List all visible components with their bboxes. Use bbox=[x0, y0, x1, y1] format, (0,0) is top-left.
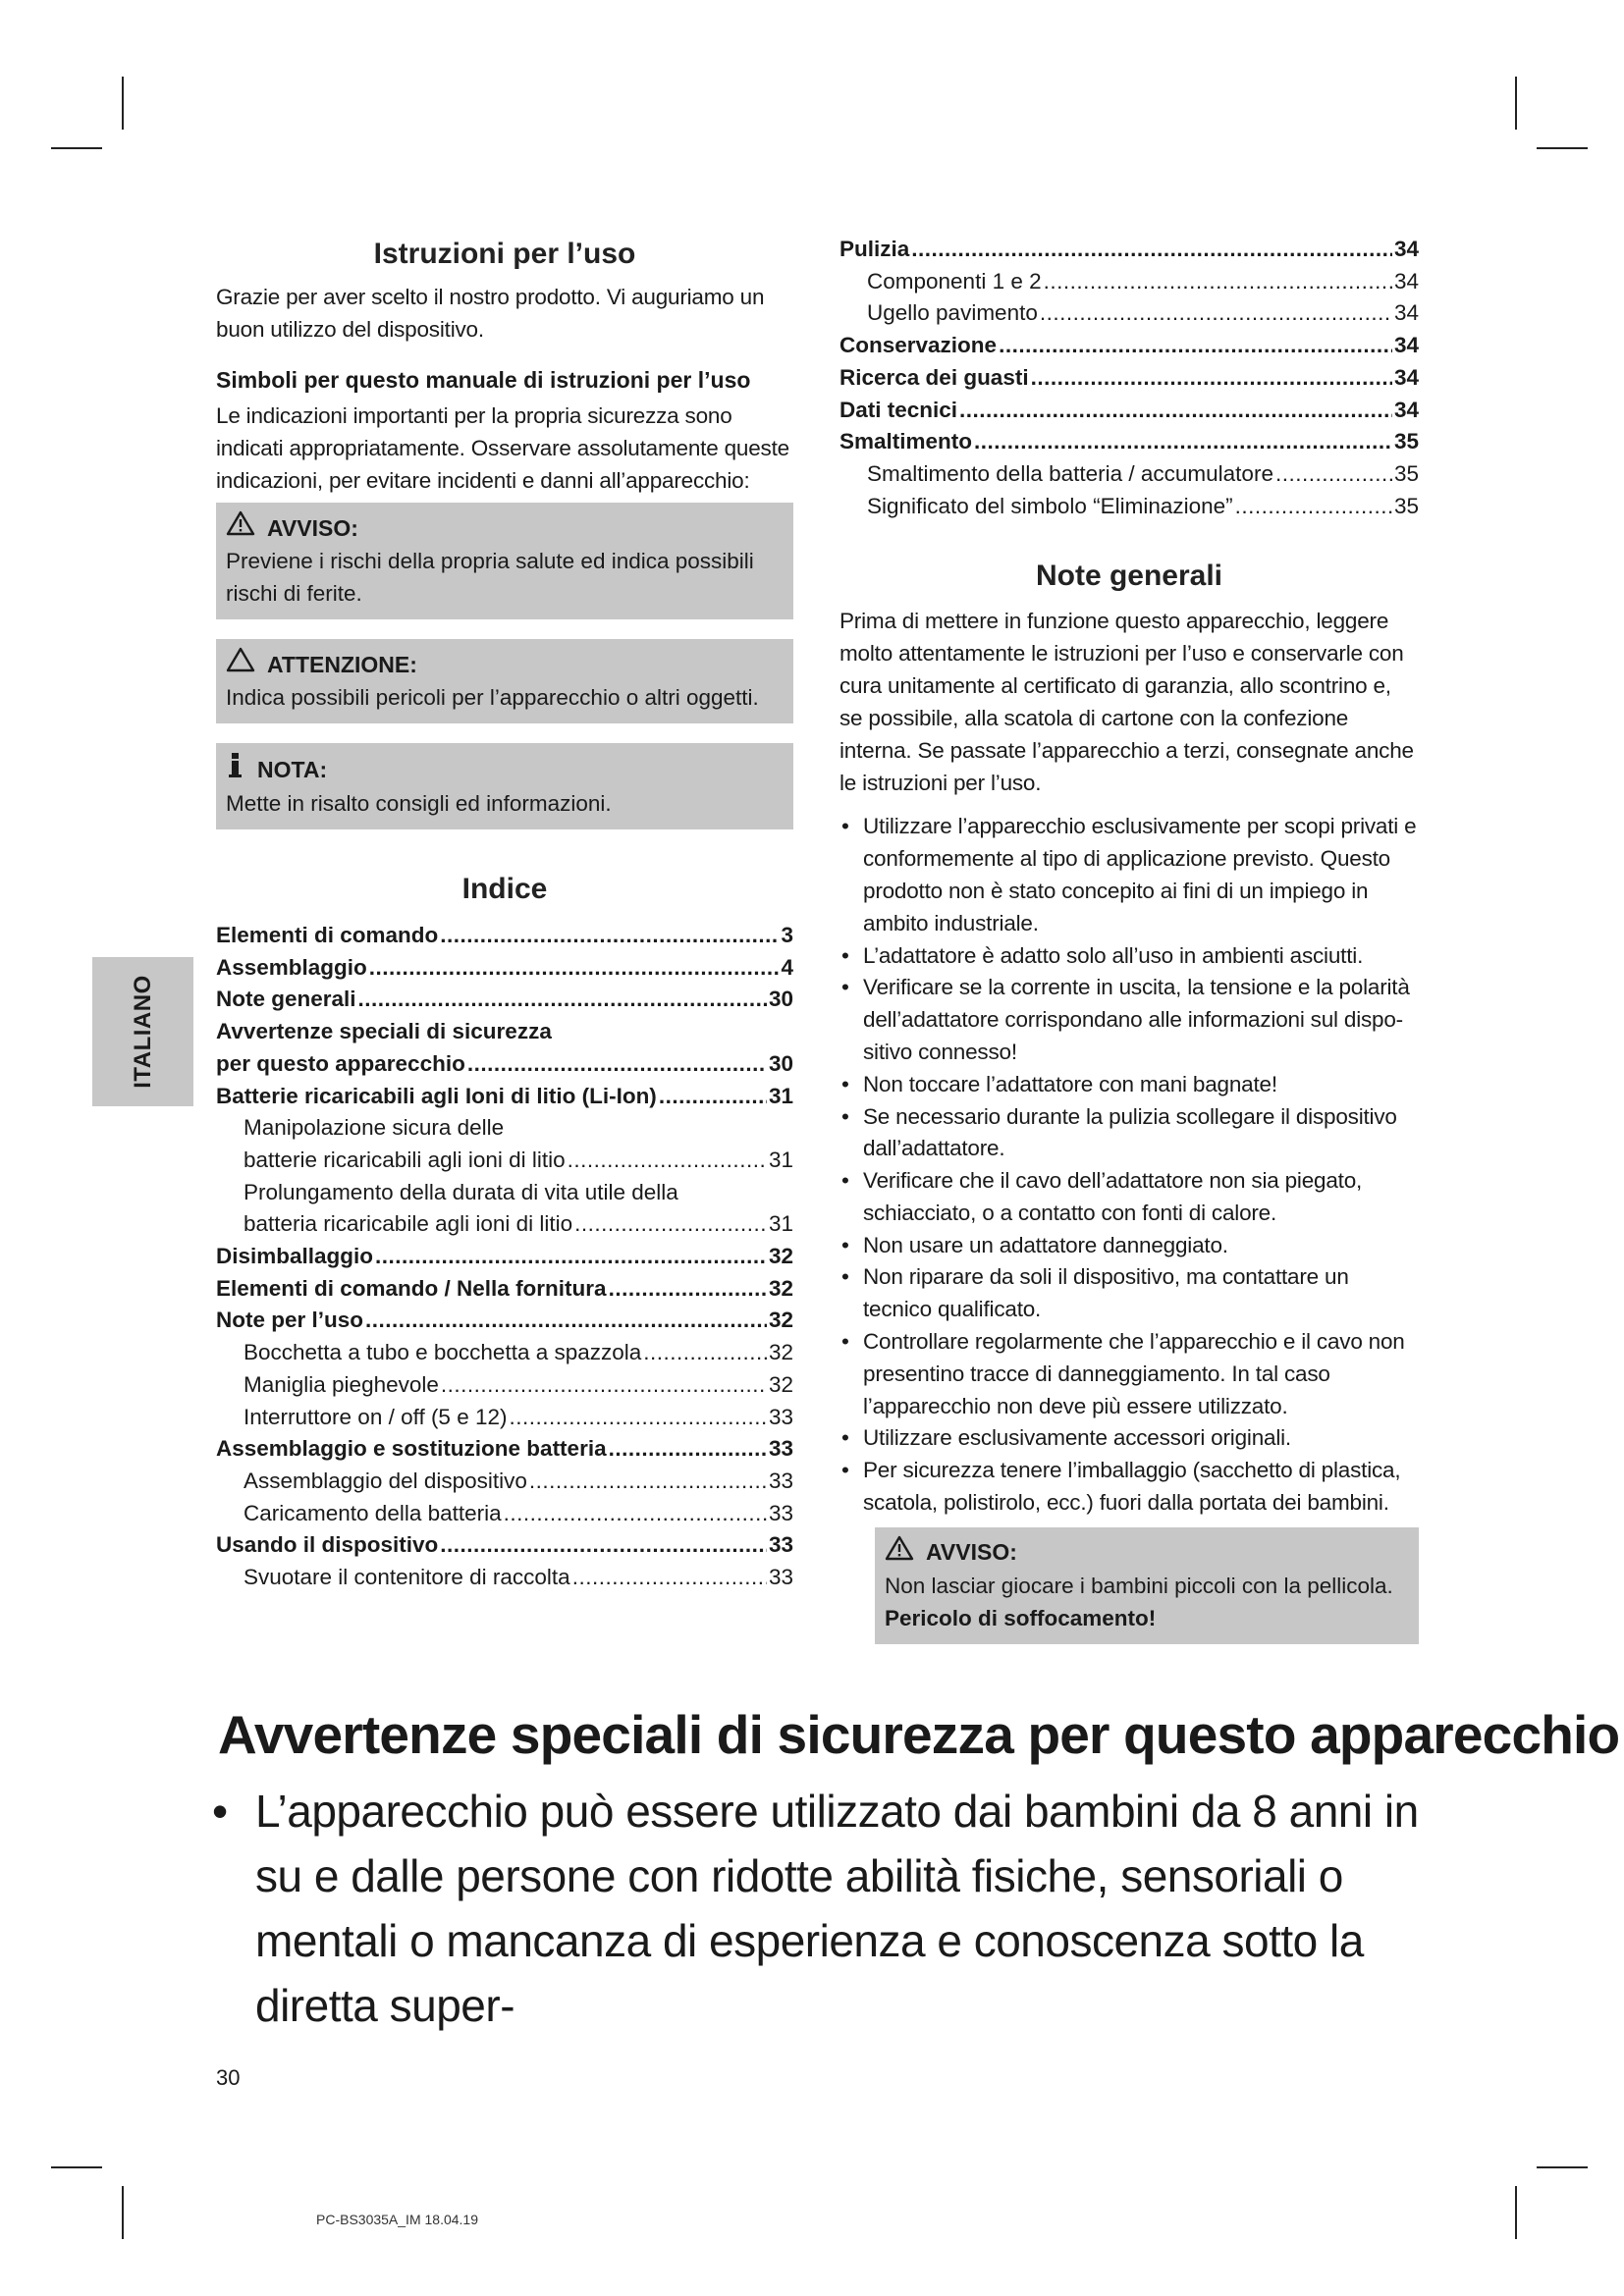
toc-entry[interactable]: Note per l’uso ..... 32 bbox=[216, 1305, 793, 1337]
toc-entry[interactable]: Elementi di comando ..... 3 bbox=[216, 920, 793, 952]
footer-code: PC-BS3035A_IM 18.04.19 bbox=[316, 2212, 478, 2227]
notice-warning bbox=[216, 503, 793, 619]
list-item: • Utilizzare l’apparecchio esclusivamente per scopi privati e conformemente al tipo di applicazione previsto. Questo prodotto non è stato concepito ai fini di un impiego in ambito industriale. bbox=[839, 811, 1419, 939]
toc-entry[interactable]: Avvertenze speciali di sicurezza bbox=[216, 1019, 552, 1044]
crop-mark bbox=[122, 77, 124, 130]
crop-mark bbox=[1515, 2186, 1517, 2239]
toc-subentry[interactable]: Svuotare il contenitore di raccolta ..... 33 bbox=[216, 1562, 793, 1594]
bullet-icon: • bbox=[212, 1786, 228, 1837]
toc-subentry[interactable]: Smaltimento della batteria / accumulatore ..... 35 bbox=[839, 458, 1419, 491]
notice-caution bbox=[216, 639, 793, 723]
notice-warning-suffocation bbox=[875, 1527, 1419, 1644]
notice-text: Non lasciar giocare i bambini piccoli con la pellicola. bbox=[885, 1573, 1393, 1598]
toc-subentry[interactable]: Maniglia pieghevole ..... 32 bbox=[216, 1369, 793, 1402]
notice-text: Previene i rischi della propria salute ed indica possibili rischi di ferite. bbox=[226, 549, 754, 606]
toc-entry[interactable]: Disimballaggio ..... 32 bbox=[216, 1241, 793, 1273]
toc-entry[interactable]: Batterie ricaricabili agli Ioni di litio (Li-Ion) ..... 31 bbox=[216, 1081, 793, 1113]
page-number: 30 bbox=[216, 2065, 241, 2090]
toc-subentry[interactable]: Ugello pavimento ..... 34 bbox=[839, 297, 1419, 330]
toc-entry[interactable]: Note generali ..... 30 bbox=[216, 984, 793, 1016]
toc-entry[interactable]: Elementi di comando / Nella fornitura ..... 32 bbox=[216, 1273, 793, 1306]
index-title: Indice bbox=[461, 873, 548, 905]
symbols-text: Le indicazioni importanti per la propria sicurezza sono indicati appropriatamente. Osservare assolutamente queste indicazioni, per evitare incidenti e danni all’apparecchio: bbox=[216, 403, 789, 493]
list-item: • Non riparare da soli il dispositivo, ma contattare un tecnico qualificato. bbox=[839, 1261, 1419, 1326]
general-notes-list bbox=[839, 811, 1419, 1520]
warning-triangle-icon bbox=[226, 510, 255, 545]
notice-title: AVVISO: bbox=[267, 514, 358, 541]
notice-text: Indica possibili pericoli per l’apparecchio o altri oggetti. bbox=[226, 685, 759, 710]
general-notes-text: Prima di mettere in funzione questo apparecchio, leggere molto attentamente le istruzioni per l’uso e conservarle con cura unitamente al certificato di garanzia, allo scontrino e, se possibile, alla scatola di cartone con la confezione interna. Se passate l’apparecchio a terzi, consegnate anche le istruzioni per l’uso. bbox=[839, 609, 1414, 796]
list-item: • Non toccare l’adattatore con mani bagnate! bbox=[839, 1069, 1419, 1101]
crop-mark bbox=[1537, 147, 1588, 149]
toc-subentry[interactable]: Significato del simbolo “Eliminazione” ..... 35 bbox=[839, 491, 1419, 523]
toc-subentry[interactable]: Caricamento della batteria ..... 33 bbox=[216, 1498, 793, 1530]
toc-entry[interactable]: Dati tecnici ..... 34 bbox=[839, 395, 1419, 427]
toc-entry[interactable]: Assemblaggio ..... 4 bbox=[216, 952, 793, 985]
page-title: Istruzioni per l’uso bbox=[373, 238, 636, 270]
special-safety-title: Avvertenze speciali di sicurezza per questo apparecchio bbox=[218, 1704, 1620, 1765]
list-item: • Non usare un adattatore danneggiato. bbox=[839, 1230, 1419, 1262]
toc-entry[interactable]: per questo apparecchio ..... 30 bbox=[216, 1048, 793, 1081]
language-tab bbox=[92, 957, 193, 1106]
notice-title: ATTENZIONE: bbox=[267, 651, 417, 677]
info-icon bbox=[226, 751, 245, 787]
list-item: • Verificare se la corrente in uscita, la tensione e la polarità dell’adattatore corrispondano alle informazioni sul dispo-sitivo connesso! bbox=[839, 972, 1419, 1068]
symbols-heading: Simboli per questo manuale di istruzioni per l’uso bbox=[216, 367, 751, 393]
toc-subentry[interactable]: Manipolazione sicura delle bbox=[244, 1115, 505, 1141]
list-item: • Verificare che il cavo dell’adattatore non sia piegato, schiacciato, o a contatto con fonti di calore. bbox=[839, 1165, 1419, 1230]
crop-mark bbox=[122, 2186, 124, 2239]
toc-subentry[interactable]: Bocchetta a tubo e bocchetta a spazzola ..... 32 bbox=[216, 1337, 793, 1369]
crop-mark bbox=[51, 2166, 102, 2168]
table-of-contents bbox=[216, 920, 793, 1594]
toc-subentry[interactable]: Prolungamento della durata di vita utile della bbox=[244, 1179, 678, 1204]
special-safety-text: L’apparecchio può essere utilizzato dai bambini da 8 anni in su e dalle persone con ridotte abilità fisiche, sensoriali o mentali o mancanza di esperienza e conoscenza sotto la diretta super- bbox=[255, 1786, 1419, 2031]
language-tab-label: ITALIANO bbox=[129, 975, 156, 1089]
list-item: • Controllare regolarmente che l’apparecchio e il cavo non presentino tracce di danneggiamento. In tal caso l’apparecchio non deve più essere utilizzato. bbox=[839, 1326, 1419, 1422]
toc-subentry[interactable]: batterie ricaricabili agli ioni di litio ..... 31 bbox=[216, 1145, 793, 1177]
notice-text: Mette in risalto consigli ed informazioni. bbox=[226, 791, 612, 816]
right-column bbox=[839, 234, 1419, 1644]
toc-subentry[interactable]: Componenti 1 e 2 ..... 34 bbox=[839, 266, 1419, 298]
list-item: • L’adattatore è adatto solo all’uso in ambienti asciutti. bbox=[839, 940, 1419, 973]
special-safety-list bbox=[208, 1779, 1445, 2038]
toc-entry[interactable]: Smaltimento ..... 35 bbox=[839, 426, 1419, 458]
list-item: • Per sicurezza tenere l’imballaggio (sacchetto di plastica, scatola, polistirolo, ecc.) fuori dalla portata dei bambini. bbox=[839, 1455, 1419, 1520]
general-notes-title: Note generali bbox=[1035, 560, 1223, 593]
toc-entry[interactable]: Assemblaggio e sostituzione batteria ..... 33 bbox=[216, 1433, 793, 1466]
list-item bbox=[208, 1779, 1445, 2038]
notice-title: NOTA: bbox=[257, 756, 328, 782]
crop-mark bbox=[51, 147, 102, 149]
toc-subentry[interactable]: batteria ricaricabile agli ioni di litio ..... 31 bbox=[216, 1208, 793, 1241]
toc-subentry[interactable]: Assemblaggio del dispositivo ..... 33 bbox=[216, 1466, 793, 1498]
list-item: • Se necessario durante la pulizia scollegare il dispositivo dall’adattatore. bbox=[839, 1101, 1419, 1166]
crop-mark bbox=[1537, 2166, 1588, 2168]
table-of-contents-continued bbox=[839, 234, 1419, 522]
toc-entry[interactable]: Pulizia ..... 34 bbox=[839, 234, 1419, 266]
notice-info bbox=[216, 743, 793, 829]
toc-entry[interactable]: Conservazione ..... 34 bbox=[839, 330, 1419, 362]
crop-mark bbox=[1515, 77, 1517, 130]
notice-bold-text: Pericolo di soffocamento! bbox=[885, 1605, 1157, 1630]
list-item: • Utilizzare esclusivamente accessori originali. bbox=[839, 1422, 1419, 1455]
warning-triangle-icon bbox=[885, 1535, 914, 1570]
toc-subentry[interactable]: Interruttore on / off (5 e 12) ..... 33 bbox=[216, 1402, 793, 1434]
left-column bbox=[216, 234, 793, 1594]
notice-title: AVVISO: bbox=[926, 1539, 1017, 1566]
intro-text: Grazie per aver scelto il nostro prodotto. Vi auguriamo un buon utilizzo del dispositivo. bbox=[216, 285, 765, 342]
toc-entry[interactable]: Usando il dispositivo ..... 33 bbox=[216, 1529, 793, 1562]
caution-triangle-icon bbox=[226, 647, 255, 681]
toc-entry[interactable]: Ricerca dei guasti ..... 34 bbox=[839, 362, 1419, 395]
